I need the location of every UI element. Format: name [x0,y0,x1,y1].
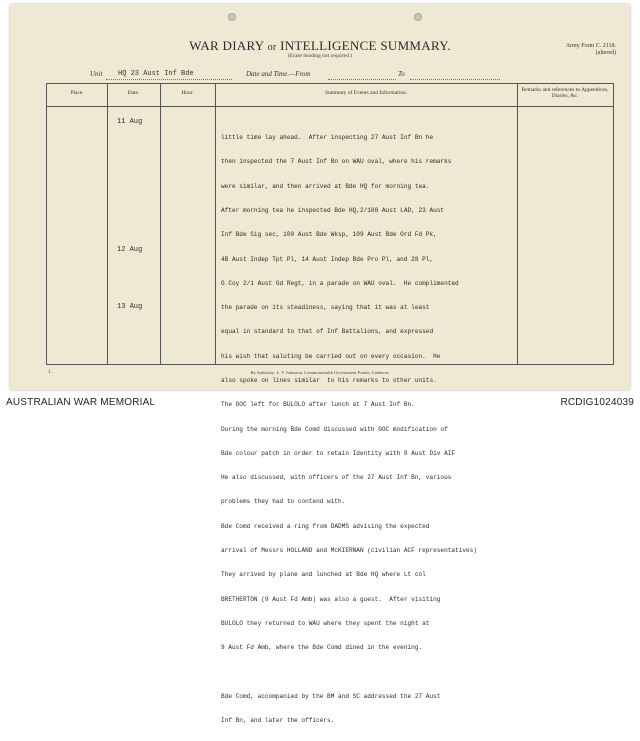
entry-line: 9 Aust Fd Amb, where the Bde Comd dined in the evening. [221,644,423,652]
entry-line: also spoke on lines similar to his remarks to other units. [221,377,437,384]
entry-line: They arrived by plane and lunched at Bde HQ where Lt col [221,571,426,579]
entry-line: G Coy 2/1 Aust Gd Regt, in a parade on WAU oval. He complimented [221,279,459,287]
entry-line: BRETHERTON (9 Aust Fd Amb) was also a guest. After visiting [221,595,441,603]
entry-line: problems they had to contend with. [221,498,346,506]
entry-line: arrival of Messrs HOLLAND and McKIERNAN (civilian ACF representatives) [221,546,477,554]
entry-line: equal in standard to that of Inf Battalions, and expressed [221,328,434,336]
entry-line: Inf Bn, and later the officers. [221,716,335,724]
entry-line [221,668,521,676]
entry-line: He also discussed, with officers of the 27 Aust Inf Bn, various [221,474,452,482]
unit-value: HQ 23 Aust Inf Bde [118,70,194,78]
entry-line: After morning tea he inspected Bde HQ,2/108 Aust LAD, 23 Aust [221,207,445,215]
header-summary: Summary of Events and Information. [324,90,408,96]
date-entry: 12 Aug [117,246,143,254]
entry-line: Inf Bde Sig sec, 100 Aust Bde Wksp, 109 Aust Bde Ord Fd Pk, [221,231,437,239]
archive-id: RCDIG1024039 [560,397,634,408]
entry-line: 4B Aust Indep Tpt Pl, 14 Aust Indep Bde Pro Pl, and 28 Pl, [221,255,434,263]
title-intelligence-summary: INTELLIGENCE SUMMARY. [280,38,451,53]
entry-line: little time lay ahead. After inspecting 27 Aust Inf Bn he [221,134,434,142]
title-war-diary: WAR DIARY [189,38,264,53]
archive-caption: AUSTRALIAN WAR MEMORIAL [6,397,156,408]
column-divider [107,84,108,364]
header-hour: Hour. [181,90,194,96]
punch-hole [228,13,236,21]
datetime-label: Date and Time.—From [246,70,311,78]
printer-authority: By Authority: L. F. Johnston, Commonwealth Government Printer, Canberra. [250,370,390,375]
from-underline [328,79,396,80]
date-entry: 13 Aug [117,303,143,311]
summary-entries [221,118,521,741]
entry-line: then inspected the 7 Aust Inf Bn on WAU oval, where his remarks [221,158,452,166]
form-number-note: (altered) [595,50,616,56]
header-place: Place. [70,90,84,96]
entry-line: BULOLO they returned to WAU where they spent the night at [221,619,430,627]
form-number [566,43,616,57]
unit-label: Unit [90,70,103,78]
header-date: Date. [127,90,140,96]
entry-line: The GOC left for BULOLO after lunch at 7 Aust Inf Bn. [221,401,415,409]
entry-line: his wish that saluting be carried out on every occasion. He [221,352,441,360]
header-remarks: Remarks and references to Appendices, Diaries, &c. [521,87,609,99]
entry-line: Bde Comd received a ring from DADMS advising the expected [221,522,430,530]
page-title [10,38,630,54]
to-label: To [398,70,405,78]
entry-line: Bde Comd, accompanied by the BM and SC addressed the 27 Aust [221,692,441,700]
date-entry: 11 Aug [117,118,143,126]
to-underline [410,79,500,80]
column-divider [160,84,161,364]
entry-line: were similar, and then arrived at Bde HQ for morning tea. [221,182,430,190]
unit-underline [106,79,232,80]
form-number-text: Army Form C. 2118. [565,43,616,49]
page-number: 1. [48,370,52,375]
erase-heading-note: (Erase heading not required.) [287,53,353,59]
column-divider [215,84,216,364]
entry-line: During the morning Bde Comd discussed with GOC modification of [221,425,448,433]
title-or: or [267,42,277,53]
punch-hole [414,13,422,21]
entry-line: the parade on its steadiness, saying that it was at least [221,304,430,312]
entry-line: Bde colour patch in order to retain Identity with 8 Aust Div AIF [221,449,456,457]
